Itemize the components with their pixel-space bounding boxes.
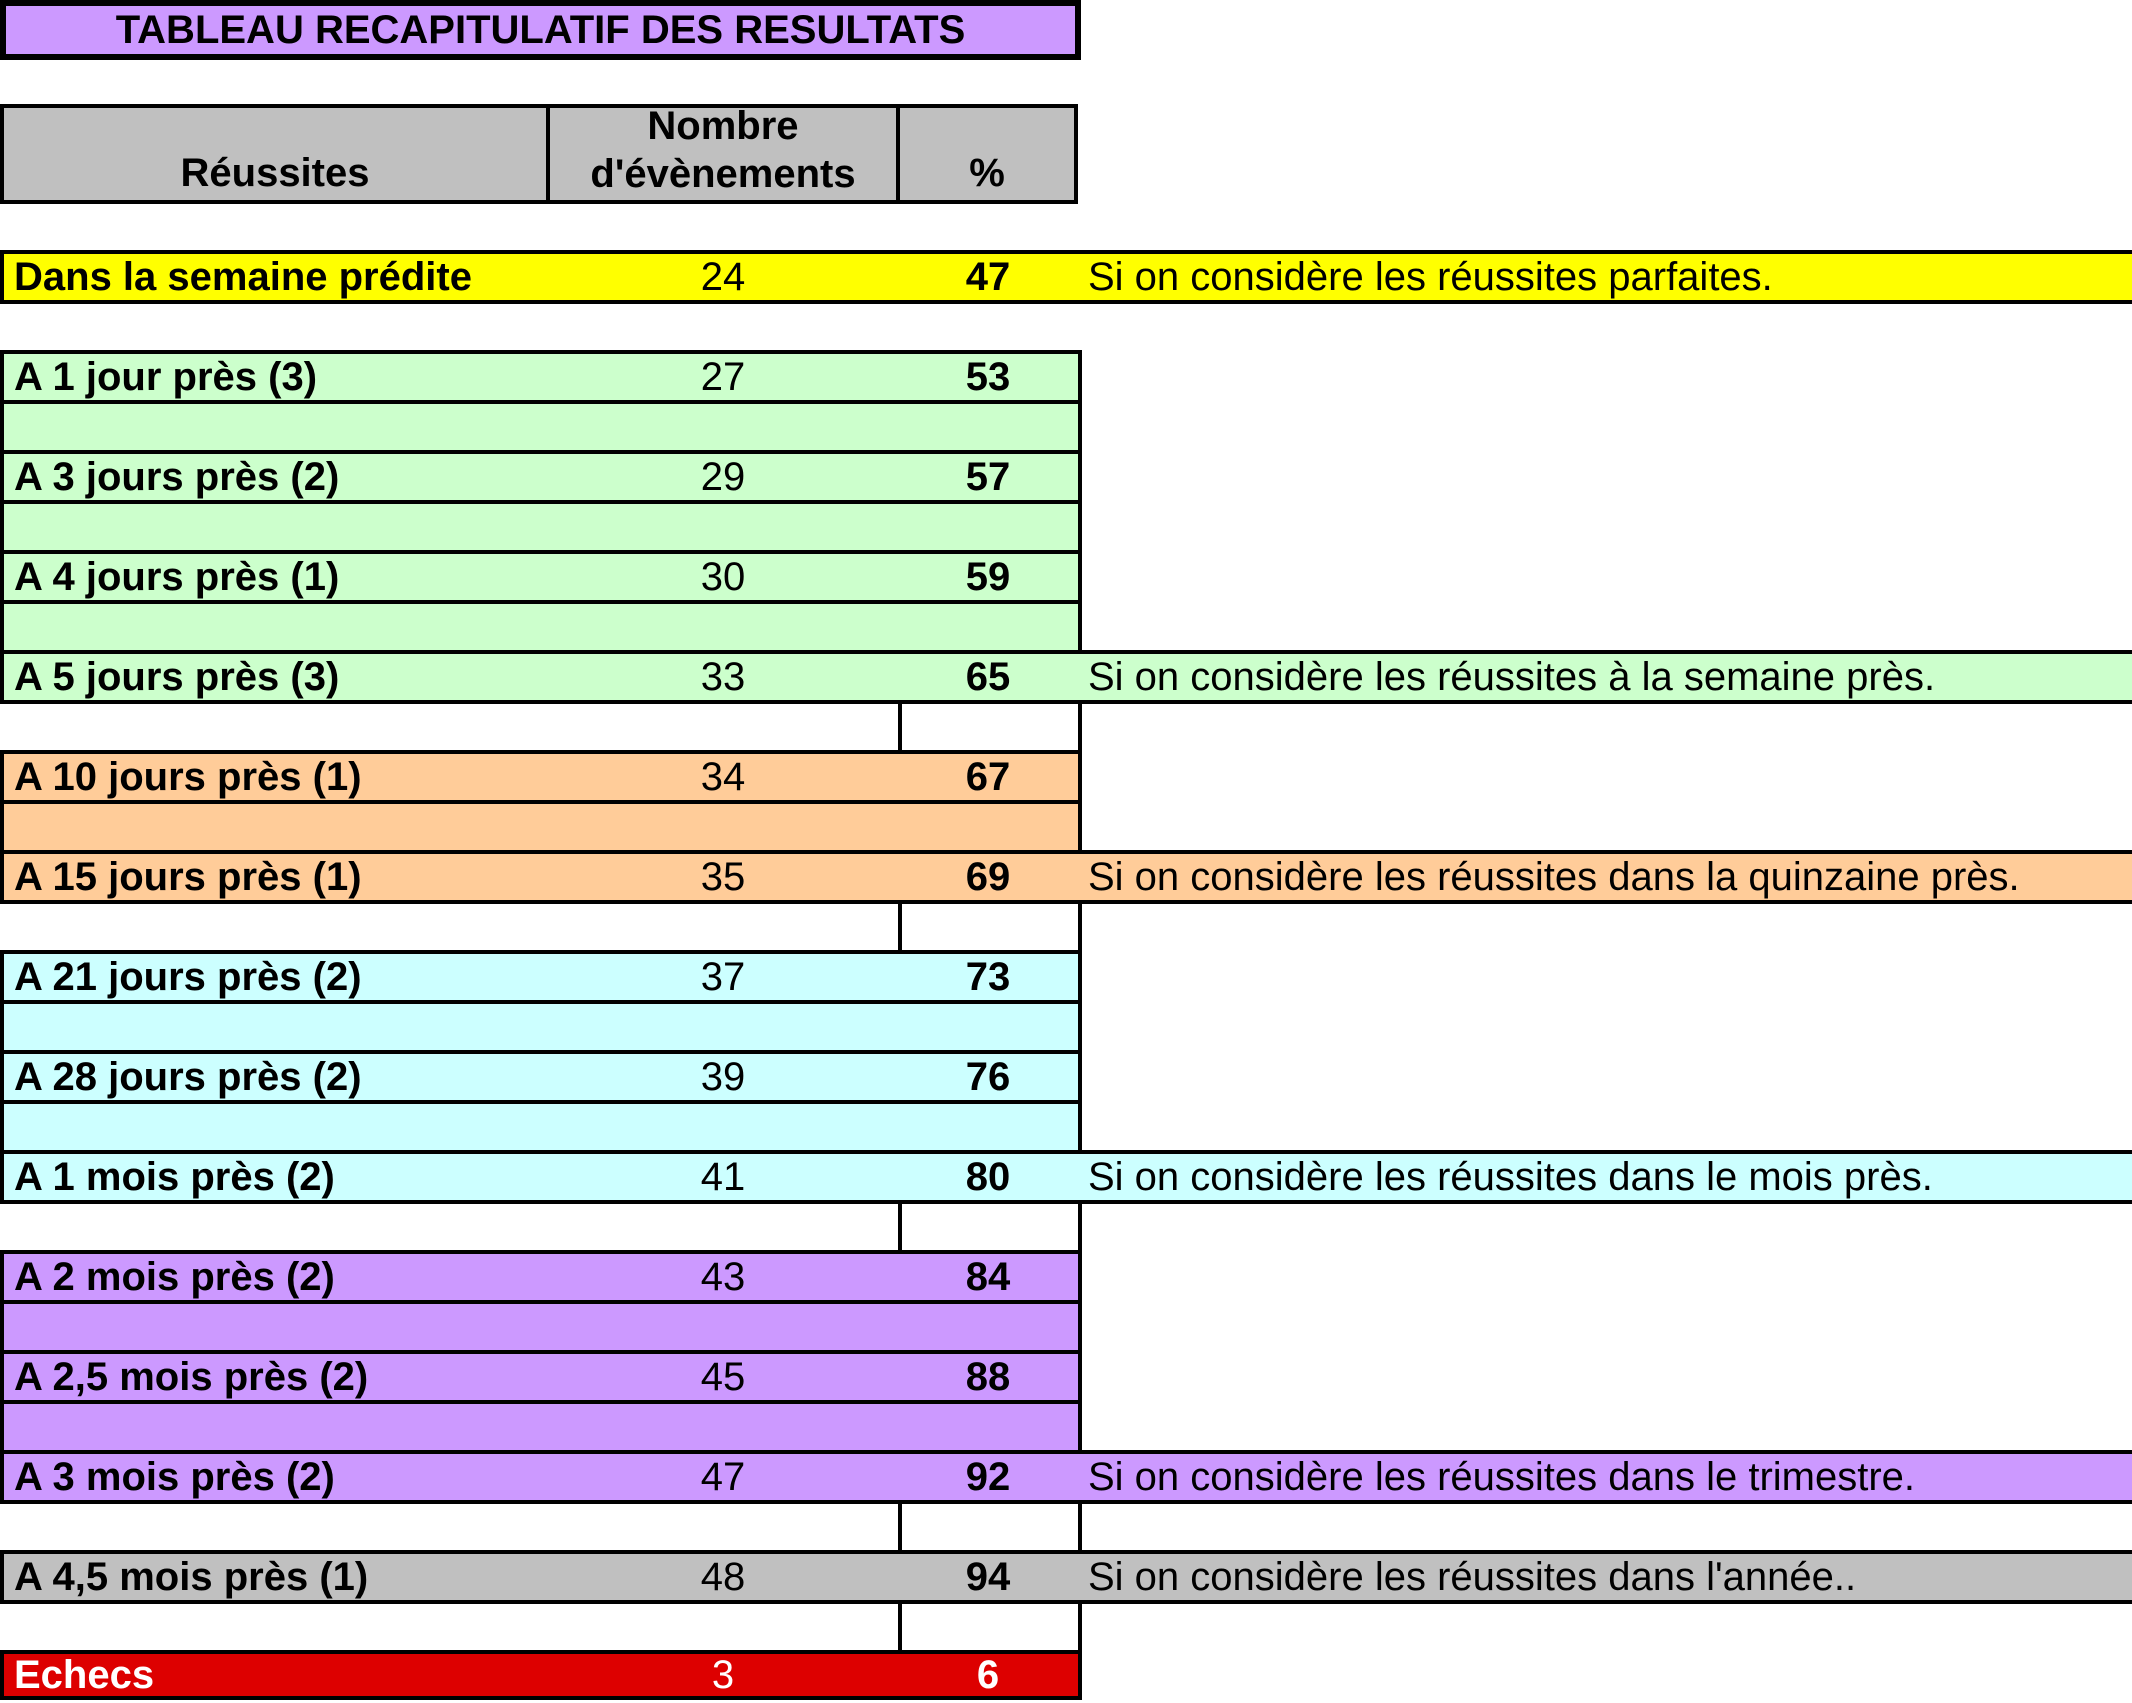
row-count: 34 [548,750,902,804]
spacer-cell [0,1404,902,1450]
row-note: Si on considère les réussites à la semaine près. [1078,650,2132,704]
spacer-cell [898,1104,1082,1150]
row-label: A 5 jours près (3) [0,650,552,704]
gridline [898,1504,902,1550]
row-percent: 92 [898,1450,1082,1504]
row-percent: 94 [898,1550,1082,1604]
row-label: A 2,5 mois près (2) [0,1350,552,1404]
row-label: A 3 jours près (2) [0,450,552,504]
failures-label: Echecs [0,1650,552,1700]
row-percent: 65 [898,650,1082,704]
row-label: A 3 mois près (2) [0,1450,552,1504]
row-percent: 47 [898,250,1082,304]
row-count: 33 [548,650,902,704]
row-count: 24 [548,250,902,304]
spacer-cell [0,1104,902,1150]
row-note: Si on considère les réussites dans le trimestre. [1078,1450,2132,1504]
failures-count: 3 [548,1650,902,1700]
row-count: 39 [548,1050,902,1104]
row-label: A 1 jour près (3) [0,350,552,404]
row-count: 27 [548,350,902,404]
header-nombre [546,104,900,204]
gridline [898,1604,902,1650]
row-note: Si on considère les réussites dans la quinzaine près. [1078,850,2132,904]
row-label: A 28 jours près (2) [0,1050,552,1104]
row-label: A 4,5 mois près (1) [0,1550,552,1604]
row-count: 30 [548,550,902,604]
spacer-cell [898,1404,1082,1450]
row-label: A 15 jours près (1) [0,850,552,904]
row-count: 43 [548,1250,902,1304]
row-note: Si on considère les réussites dans l'année.. [1078,1550,2132,1604]
spacer-cell [0,404,902,450]
row-note: Si on considère les réussites dans le mois près. [1078,1150,2132,1204]
row-percent: 67 [898,750,1082,804]
page-title: TABLEAU RECAPITULATIF DES RESULTATS [0,0,1081,60]
row-percent: 88 [898,1350,1082,1404]
header-percent: % [896,104,1078,204]
spacer-cell [0,504,902,550]
spacer-cell [0,1304,902,1350]
row-percent: 73 [898,950,1082,1004]
row-percent: 69 [898,850,1082,904]
spacer-cell [898,504,1082,550]
gridline [1078,1604,1082,1650]
row-count: 37 [548,950,902,1004]
gridline [898,704,902,750]
row-count: 47 [548,1450,902,1504]
failures-percent: 6 [898,1650,1082,1700]
header-nombre-line1: Nombre [647,104,799,148]
gridline [898,904,902,950]
spacer-cell [898,404,1082,450]
row-label: A 4 jours près (1) [0,550,552,604]
row-count: 29 [548,450,902,504]
row-percent: 80 [898,1150,1082,1204]
row-percent: 84 [898,1250,1082,1304]
spacer-cell [0,1004,902,1050]
row-count: 48 [548,1550,902,1604]
row-label: A 10 jours près (1) [0,750,552,804]
row-count: 41 [548,1150,902,1204]
gridline [1078,704,1082,750]
row-count: 35 [548,850,902,904]
row-percent: 76 [898,1050,1082,1104]
spacer-cell [898,1004,1082,1050]
row-percent: 57 [898,450,1082,504]
row-note: Si on considère les réussites parfaites. [1078,250,2132,304]
gridline [898,1204,902,1250]
row-label: A 1 mois près (2) [0,1150,552,1204]
header-nombre-line2: d'évènements [590,152,856,196]
spacer-cell [0,804,902,850]
row-percent: 53 [898,350,1082,404]
gridline [1078,1204,1082,1250]
row-label: Dans la semaine prédite [0,250,552,304]
spacer-cell [898,1304,1082,1350]
row-percent: 59 [898,550,1082,604]
spacer-cell [0,604,902,650]
gridline [1078,1504,1082,1550]
gridline [1078,904,1082,950]
spacer-cell [898,804,1082,850]
row-label: A 21 jours près (2) [0,950,552,1004]
spacer-cell [898,604,1082,650]
row-count: 45 [548,1350,902,1404]
header-reussites: Réussites [0,104,550,204]
row-label: A 2 mois près (2) [0,1250,552,1304]
